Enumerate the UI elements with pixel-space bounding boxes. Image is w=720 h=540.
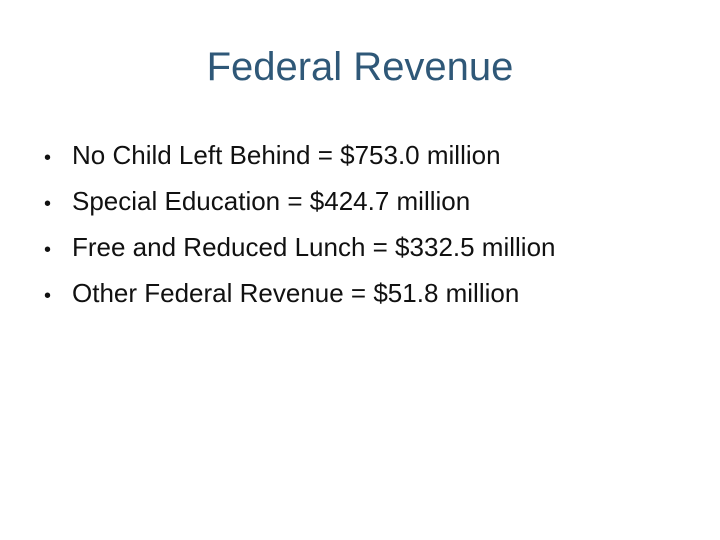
bullet-list — [44, 132, 556, 316]
bullet-text: Special Education = $424.7 million — [72, 186, 471, 216]
bullet-item-free-and-reduced-lunch — [44, 224, 556, 270]
bullet-item-no-child-left-behind — [44, 132, 556, 178]
bullet-text: Other Federal Revenue = $51.8 million — [72, 278, 520, 308]
slide-title: Federal Revenue — [206, 45, 514, 89]
bullet-dot: • — [44, 239, 52, 261]
bullet-item-special-education — [44, 178, 556, 224]
bullet-text: Free and Reduced Lunch = $332.5 million — [72, 232, 556, 262]
bullet-dot: • — [44, 193, 52, 215]
bullet-dot: • — [44, 147, 52, 169]
bullet-text: No Child Left Behind = $753.0 million — [72, 140, 501, 170]
bullet-item-other-federal-revenue — [44, 270, 556, 316]
bullet-dot: • — [44, 285, 52, 307]
